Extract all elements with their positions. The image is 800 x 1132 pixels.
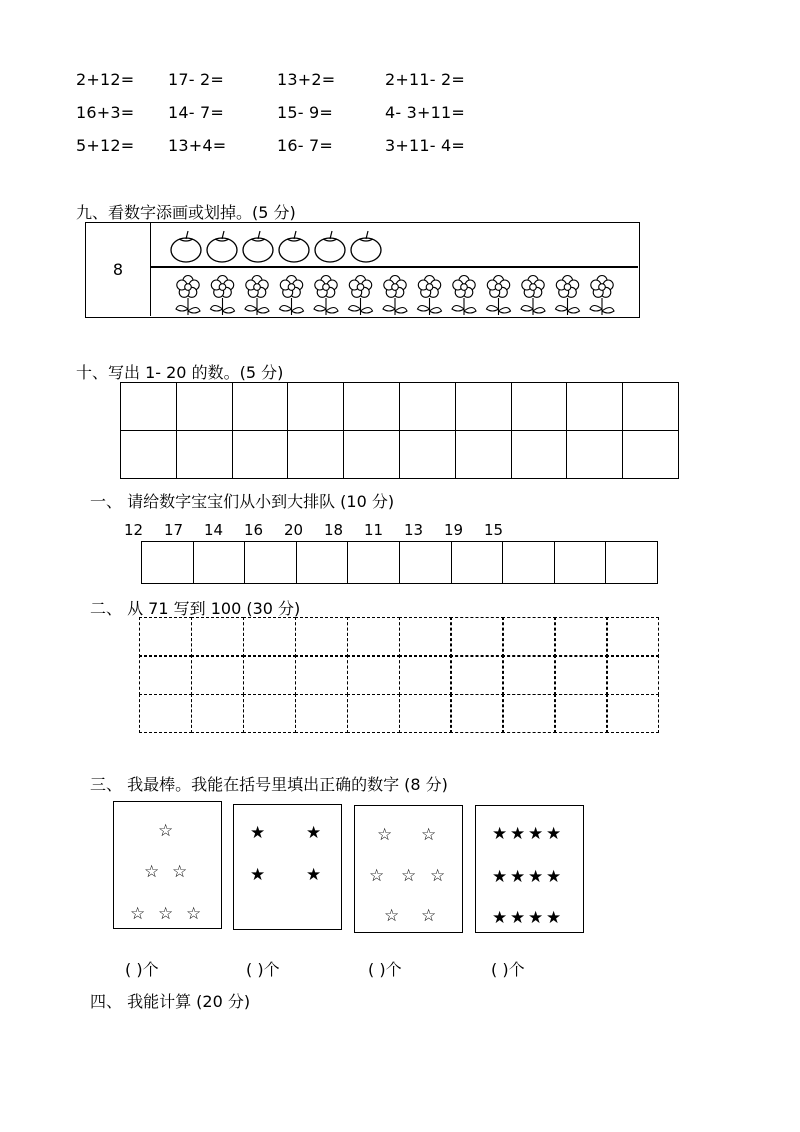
- dashed-cell[interactable]: [139, 617, 192, 657]
- dashed-cell[interactable]: [243, 617, 296, 657]
- flower-row: [174, 271, 634, 317]
- grid-cell[interactable]: [511, 382, 568, 431]
- dashed-cell[interactable]: [554, 694, 607, 734]
- section-9-heading: 九、看数字添画或划掉。(5 分): [76, 203, 296, 222]
- row-divider: [150, 266, 638, 268]
- equation: 4- 3+11=: [385, 103, 465, 122]
- hollow-star-icon: ☆: [144, 862, 160, 882]
- grid-cell[interactable]: [343, 430, 400, 479]
- target-number: 8: [112, 260, 124, 279]
- number-item: 16: [244, 521, 264, 539]
- flower-icon: [349, 276, 373, 316]
- star-box-4: [475, 805, 584, 933]
- flower-icon: [487, 276, 511, 316]
- dashed-cell[interactable]: [502, 694, 555, 734]
- equation: 5+12=: [76, 136, 135, 155]
- number-item: 14: [204, 521, 224, 539]
- equation: 2+12=: [76, 70, 135, 89]
- apple-icon: [243, 231, 273, 262]
- grid-cell[interactable]: [120, 382, 177, 431]
- hollow-star-icon: ☆: [377, 825, 393, 845]
- dashed-cell[interactable]: [295, 655, 348, 695]
- column-divider: [150, 223, 151, 316]
- filled-star-icon: ★: [546, 824, 562, 844]
- filled-star-icon: ★: [510, 908, 526, 928]
- dashed-cell[interactable]: [191, 655, 244, 695]
- equation: 15- 9=: [277, 103, 334, 122]
- hollow-star-icon: ☆: [158, 821, 174, 841]
- dashed-cell[interactable]: [399, 694, 452, 734]
- answer-blank[interactable]: ( )个: [368, 960, 402, 979]
- dashed-cell[interactable]: [399, 655, 452, 695]
- apple-row: [170, 225, 400, 265]
- hollow-star-icon: ☆: [158, 904, 174, 924]
- equation: 13+2=: [277, 70, 336, 89]
- dashed-cell[interactable]: [554, 617, 607, 657]
- equation: 2+11- 2=: [385, 70, 465, 89]
- dashed-cell[interactable]: [295, 617, 348, 657]
- filled-star-icon: ★: [492, 908, 508, 928]
- grid-cell[interactable]: [622, 382, 679, 431]
- hollow-star-icon: ☆: [421, 825, 437, 845]
- number-item: 19: [444, 521, 464, 539]
- dashed-cell[interactable]: [347, 655, 400, 695]
- grid-cell[interactable]: [232, 430, 289, 479]
- order-box[interactable]: [605, 541, 658, 584]
- number-item: 17: [164, 521, 184, 539]
- star-box-1: [113, 801, 222, 929]
- grid-cell[interactable]: [343, 382, 400, 431]
- dashed-cell[interactable]: [139, 655, 192, 695]
- answer-blank[interactable]: ( )个: [125, 960, 159, 979]
- dashed-cell[interactable]: [450, 655, 503, 695]
- flower-icon: [556, 276, 580, 316]
- filled-star-icon: ★: [250, 823, 266, 843]
- grid-cell[interactable]: [176, 382, 233, 431]
- hollow-star-icon: ☆: [430, 866, 446, 886]
- equation: 17- 2=: [168, 70, 225, 89]
- order-box[interactable]: [244, 541, 297, 584]
- filled-star-icon: ★: [250, 865, 266, 885]
- order-box[interactable]: [554, 541, 607, 584]
- hollow-star-icon: ☆: [186, 904, 202, 924]
- number-item: 20: [284, 521, 304, 539]
- filled-star-icon: ★: [546, 867, 562, 887]
- flower-icon: [452, 276, 476, 316]
- hollow-star-icon: ☆: [384, 906, 400, 926]
- grid-cell[interactable]: [566, 382, 623, 431]
- grid-cell[interactable]: [455, 382, 512, 431]
- order-box[interactable]: [502, 541, 555, 584]
- hollow-star-icon: ☆: [172, 862, 188, 882]
- flower-icon: [211, 276, 235, 316]
- flower-icon: [314, 276, 338, 316]
- equation: 16+3=: [76, 103, 135, 122]
- dashed-cell[interactable]: [554, 655, 607, 695]
- filled-star-icon: ★: [528, 867, 544, 887]
- dashed-cell[interactable]: [450, 694, 503, 734]
- star-box-3: [354, 805, 463, 933]
- grid-cell[interactable]: [232, 382, 289, 431]
- number-item: 11: [364, 521, 384, 539]
- dashed-cell[interactable]: [502, 655, 555, 695]
- grid-cell[interactable]: [399, 430, 456, 479]
- number-item: 15: [484, 521, 504, 539]
- equation: 3+11- 4=: [385, 136, 465, 155]
- dashed-cell[interactable]: [399, 617, 452, 657]
- flower-icon: [176, 276, 200, 316]
- dashed-cell[interactable]: [243, 655, 296, 695]
- dashed-cell[interactable]: [347, 617, 400, 657]
- flower-icon: [418, 276, 442, 316]
- filled-star-icon: ★: [306, 823, 322, 843]
- order-box[interactable]: [451, 541, 504, 584]
- dashed-cell[interactable]: [243, 694, 296, 734]
- flower-icon: [521, 276, 545, 316]
- dashed-cell[interactable]: [606, 617, 659, 657]
- order-box[interactable]: [399, 541, 452, 584]
- equation: 16- 7=: [277, 136, 334, 155]
- filled-star-icon: ★: [510, 824, 526, 844]
- flower-icon: [590, 276, 614, 316]
- filled-star-icon: ★: [492, 867, 508, 887]
- flower-icon: [280, 276, 304, 316]
- dashed-cell[interactable]: [191, 617, 244, 657]
- equation: 14- 7=: [168, 103, 225, 122]
- grid-cell[interactable]: [287, 382, 344, 431]
- order-box[interactable]: [141, 541, 194, 584]
- dashed-cell[interactable]: [295, 694, 348, 734]
- section-9-table: [85, 222, 640, 318]
- dashed-cell[interactable]: [347, 694, 400, 734]
- flower-icon: [245, 276, 269, 316]
- filled-star-icon: ★: [492, 824, 508, 844]
- filled-star-icon: ★: [528, 908, 544, 928]
- grid-cell[interactable]: [455, 430, 512, 479]
- apple-icon: [351, 231, 381, 262]
- dashed-cell[interactable]: [450, 617, 503, 657]
- apple-icon: [279, 231, 309, 262]
- answer-blank[interactable]: ( )个: [491, 960, 525, 979]
- hollow-star-icon: ☆: [401, 866, 417, 886]
- grid-cell[interactable]: [399, 382, 456, 431]
- dashed-cell[interactable]: [191, 694, 244, 734]
- part-1-heading: 一、 请给数字宝宝们从小到大排队 (10 分): [90, 492, 395, 511]
- number-item: 12: [124, 521, 144, 539]
- dashed-cell[interactable]: [502, 617, 555, 657]
- dashed-cell[interactable]: [139, 694, 192, 734]
- hollow-star-icon: ☆: [130, 904, 146, 924]
- apple-icon: [207, 231, 237, 262]
- flower-icon: [383, 276, 407, 316]
- part-3-heading: 三、 我最棒。我能在括号里填出正确的数字 (8 分): [90, 775, 448, 794]
- grid-cell[interactable]: [566, 430, 623, 479]
- hollow-star-icon: ☆: [369, 866, 385, 886]
- dashed-cell[interactable]: [606, 655, 659, 695]
- filled-star-icon: ★: [546, 908, 562, 928]
- apple-icon: [171, 231, 201, 262]
- apple-icon: [315, 231, 345, 262]
- order-box[interactable]: [347, 541, 400, 584]
- part-2-heading: 二、 从 71 写到 100 (30 分): [90, 599, 301, 618]
- hollow-star-icon: ☆: [421, 906, 437, 926]
- star-box-2: [233, 804, 342, 930]
- grid-cell[interactable]: [511, 430, 568, 479]
- grid-cell[interactable]: [120, 430, 177, 479]
- order-box[interactable]: [296, 541, 349, 584]
- grid-cell[interactable]: [622, 430, 679, 479]
- answer-blank[interactable]: ( )个: [246, 960, 280, 979]
- grid-cell[interactable]: [287, 430, 344, 479]
- equation: 13+4=: [168, 136, 227, 155]
- filled-star-icon: ★: [306, 865, 322, 885]
- filled-star-icon: ★: [510, 867, 526, 887]
- number-item: 18: [324, 521, 344, 539]
- order-box[interactable]: [193, 541, 246, 584]
- part-4-heading: 四、 我能计算 (20 分): [90, 992, 251, 1011]
- number-item: 13: [404, 521, 424, 539]
- dashed-cell[interactable]: [606, 694, 659, 734]
- filled-star-icon: ★: [528, 824, 544, 844]
- section-10-heading: 十、写出 1- 20 的数。(5 分): [76, 363, 284, 382]
- grid-cell[interactable]: [176, 430, 233, 479]
